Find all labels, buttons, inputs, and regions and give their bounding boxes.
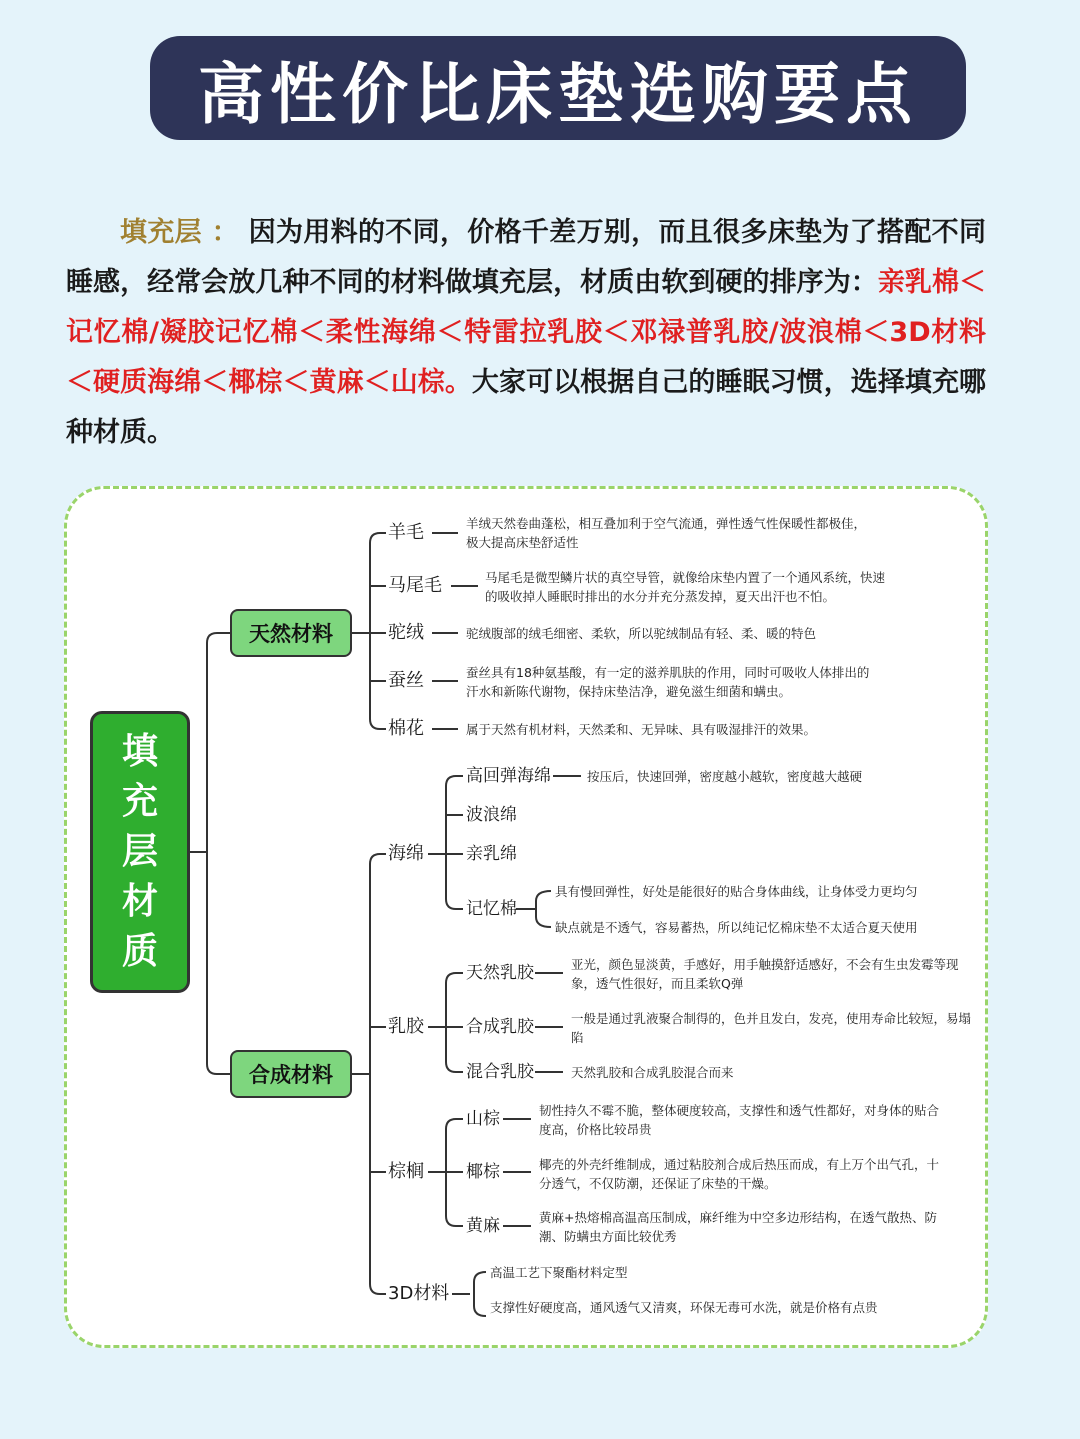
root-char: 填 bbox=[121, 731, 158, 772]
desc-silk: 蚕丝具有18种氨基酸，有一定的滋养肌肤的作用，同时可吸收人体排出的汗水和新陈代谢物，保持床垫洁净，避免滋生细菌和螨虫。 bbox=[466, 665, 870, 699]
node-synthetic-latex: 合成乳胶 bbox=[466, 1017, 534, 1037]
node-camel: 驼绒 bbox=[388, 622, 424, 643]
node-memory-foam: 记忆棉 bbox=[466, 899, 517, 919]
desc-wool: 羊绒天然卷曲蓬松，相互叠加利于空气流通，弹性透气性保暖性都极佳，极大提高床垫舒适性 bbox=[466, 516, 867, 550]
desc-horsehair: 马尾毛是微型鳞片状的真空导管，就像给床垫内置了一个通风系统，快速的吸收掉人睡眠时排出的水分并充分蒸发掉，夏天出汗也不怕。 bbox=[485, 570, 886, 604]
node-natural: 天然材料 bbox=[230, 609, 352, 657]
desc-camel: 驼绒腹部的绒毛细密、柔软，所以驼绒制品有轻、柔、暖的特色 bbox=[466, 626, 817, 641]
node-3d-material: 3D材料 bbox=[388, 1283, 450, 1304]
desc-mixed-latex: 天然乳胶和合成乳胶混合而来 bbox=[571, 1065, 734, 1080]
node-mountain-palm: 山棕 bbox=[466, 1109, 500, 1129]
desc-cotton: 属于天然有机材料，天然柔和、无异味、具有吸湿排汗的效果。 bbox=[466, 722, 817, 737]
intro-lead: 填充层 ： bbox=[120, 217, 239, 248]
root-char: 材 bbox=[121, 881, 158, 922]
root-char: 质 bbox=[121, 931, 158, 972]
desc-synthetic-latex: 一般是通过乳液聚合制得的，色并且发白，发亮，使用寿命比较短，易塌陷 bbox=[571, 1011, 972, 1045]
page-title: 高性价比床垫选购要点 bbox=[198, 55, 918, 133]
node-palm: 棕榈 bbox=[388, 1161, 424, 1182]
root-char: 层 bbox=[121, 831, 158, 872]
desc-memory-foam-2: 缺点就是不透气，容易蓄热，所以纯记忆棉床垫不太适合夏天使用 bbox=[555, 920, 918, 935]
desc-3d-material-2: 支撑性好硬度高，通风透气又清爽，环保无毒可水洗，就是价格有点贵 bbox=[490, 1300, 878, 1315]
node-sponge: 海绵 bbox=[388, 843, 424, 864]
intro-text-1: 因为用料的不同，价格千差万别，而且很多床垫为了搭配不同睡感，经常会放几种不同的材料做填充层，材质由软到硬的排序为： bbox=[66, 217, 986, 298]
node-high-resilience-sponge: 高回弹海绵 bbox=[466, 766, 551, 786]
desc-coconut-palm: 椰壳的外壳纤维制成，通过粘胶剂合成后热压而成，有上万个出气孔，十分透气，不仅防潮，还保证了床垫的干燥。 bbox=[539, 1157, 940, 1191]
node-cotton: 棉花 bbox=[388, 718, 424, 739]
desc-3d-material-1: 高温工艺下聚酯材料定型 bbox=[490, 1265, 628, 1280]
desc-jute: 黄麻+热熔棉高温高压制成，麻纤维为中空多边形结构，在透气散热、防潮、防螨虫方面比较优秀 bbox=[539, 1210, 937, 1244]
node-natural-latex: 天然乳胶 bbox=[466, 963, 534, 983]
node-latex: 乳胶 bbox=[388, 1016, 424, 1037]
intro-order: 亲乳棉＜记忆棉/凝胶记忆棉＜柔性海绵＜特雷拉乳胶＜邓禄普乳胶/波浪棉＜3D材料＜硬质海绵＜椰棕＜黄麻＜山棕。 bbox=[66, 267, 987, 398]
desc-mountain-palm: 韧性持久不霉不脆，整体硬度较高，支撑性和透气性都好，对身体的贴合度高，价格比较昂贵 bbox=[539, 1103, 940, 1137]
node-jute: 黄麻 bbox=[466, 1216, 500, 1236]
desc-natural-latex: 亚光，颜色显淡黄，手感好，用手触摸舒适感好，不会有生虫发霉等现象，透气性很好，而且柔软Q弹 bbox=[571, 957, 959, 991]
node-synthetic: 合成材料 bbox=[230, 1050, 352, 1098]
root-char: 充 bbox=[121, 781, 158, 822]
node-mixed-latex: 混合乳胶 bbox=[466, 1062, 534, 1082]
intro-text-2: 大家可以根据自己的睡眠习惯，选择填充哪种材质。 bbox=[66, 367, 987, 448]
desc-memory-foam-1: 具有慢回弹性，好处是能很好的贴合身体曲线，让身体受力更均匀 bbox=[555, 884, 918, 899]
desc-high-resilience-sponge: 按压后，快速回弹，密度越小越软，密度越大越硬 bbox=[587, 769, 863, 784]
node-qinru-foam: 亲乳绵 bbox=[466, 844, 517, 864]
node-horsehair: 马尾毛 bbox=[388, 575, 442, 596]
node-silk: 蚕丝 bbox=[388, 670, 424, 691]
node-wool: 羊毛 bbox=[388, 522, 424, 543]
node-wave-foam: 波浪绵 bbox=[466, 805, 517, 825]
root-node bbox=[90, 711, 190, 993]
node-coconut-palm: 椰棕 bbox=[466, 1162, 500, 1182]
